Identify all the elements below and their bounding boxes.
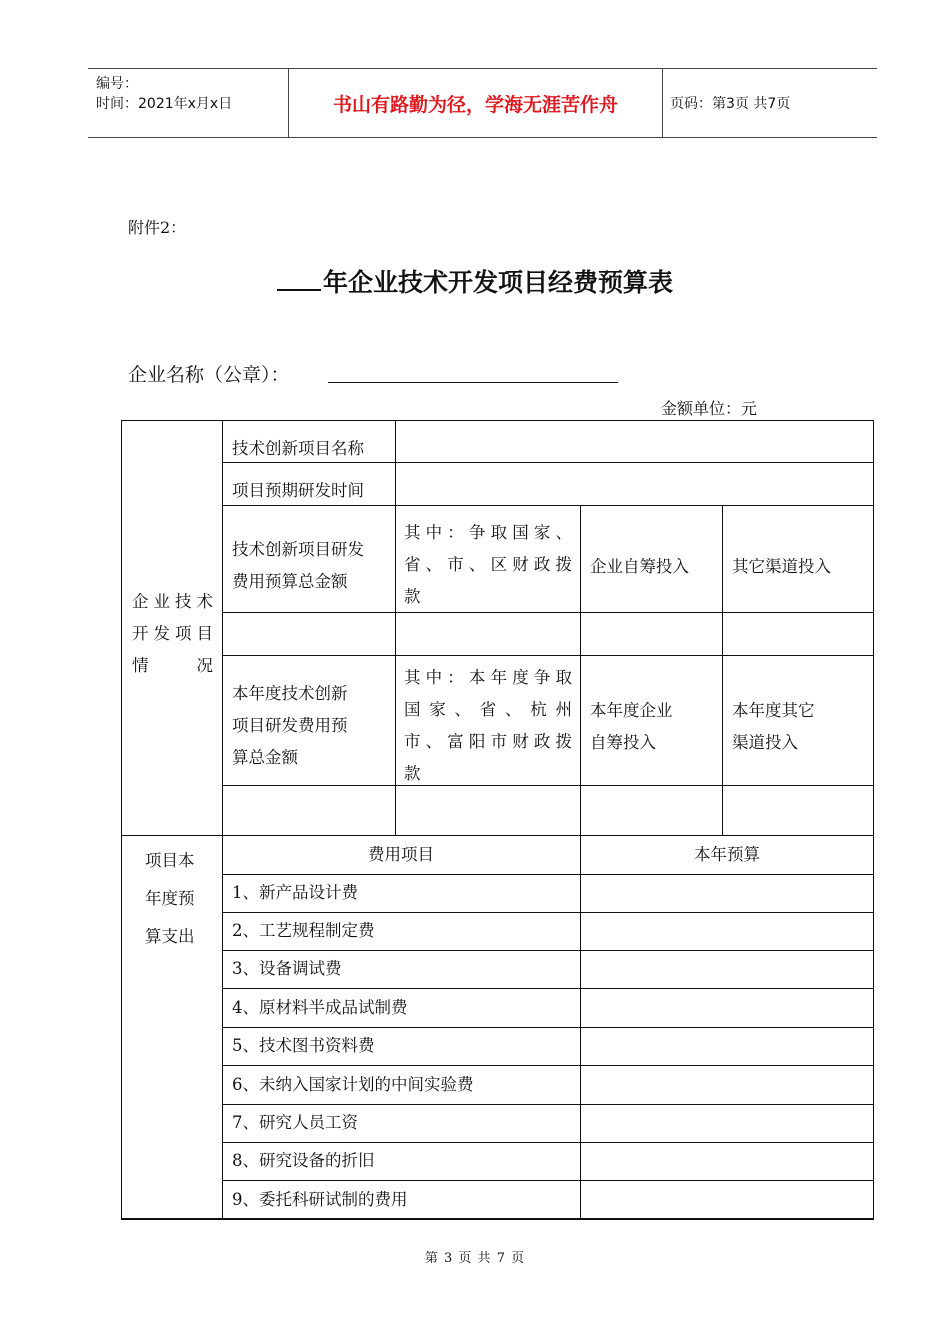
expense-item-1: 1、新产品设计费 bbox=[232, 883, 358, 902]
other-channel-label: 其它渠道投入 bbox=[732, 557, 831, 576]
budget-value-4[interactable] bbox=[581, 989, 873, 1027]
expense-item-6: 6、未纳入国家计划的中间实验费 bbox=[232, 1075, 474, 1094]
year-gov-funding-label: 其中：本年度争取 国家、省、杭州 市、富阳市财政拨 款 bbox=[404, 668, 572, 783]
budget-value-1[interactable] bbox=[581, 875, 873, 912]
header-page-info: 页码：第3页 共7页 bbox=[670, 96, 791, 112]
number-label: 编号： bbox=[96, 76, 138, 92]
col-annual-budget: 本年预算 bbox=[694, 845, 760, 864]
year-other-channel-value[interactable] bbox=[723, 786, 873, 835]
budget-value-5[interactable] bbox=[581, 1028, 873, 1065]
header-motto: 书山有路勤为径，学海无涯苦作舟 bbox=[288, 69, 663, 137]
project-period-label: 项目预期研发时间 bbox=[232, 481, 364, 500]
expense-item-5: 5、技术图书资料费 bbox=[232, 1036, 375, 1055]
year-gov-funding-value[interactable] bbox=[396, 786, 580, 835]
amount-unit: 金额单位：元 bbox=[661, 399, 758, 418]
year-blank bbox=[277, 263, 321, 291]
expense-item-4: 4、原材料半成品试制费 bbox=[232, 998, 408, 1017]
expense-item-2: 2、工艺规程制定费 bbox=[232, 921, 375, 940]
title-text: 年企业技术开发项目经费预算表 bbox=[322, 268, 673, 297]
col-expense-item: 费用项目 bbox=[368, 845, 434, 864]
project-name-value[interactable] bbox=[396, 421, 873, 462]
page-title bbox=[0, 263, 950, 299]
company-label: 企业名称（公章）： bbox=[128, 364, 290, 386]
project-name-label: 技术创新项目名称 bbox=[232, 439, 364, 458]
budget-value-7[interactable] bbox=[581, 1105, 873, 1142]
time-label: 时间：2021年x月x日 bbox=[96, 96, 233, 112]
total-budget-label: 技术创新项目研发 费用预算总金额 bbox=[232, 540, 364, 591]
year-total-value[interactable] bbox=[223, 786, 395, 835]
year-total-label: 本年度技术创新 项目研发费用预 算总金额 bbox=[232, 684, 348, 767]
other-channel-value[interactable] bbox=[723, 613, 873, 655]
budget-value-3[interactable] bbox=[581, 951, 873, 988]
self-funding-label: 企业自筹投入 bbox=[590, 557, 689, 576]
budget-value-2[interactable] bbox=[581, 913, 873, 950]
page-footer: 第 3 页 共 7 页 bbox=[424, 1251, 526, 1266]
self-funding-value[interactable] bbox=[581, 613, 722, 655]
company-row bbox=[128, 360, 290, 387]
company-name-blank[interactable] bbox=[328, 382, 618, 383]
page-header bbox=[88, 68, 877, 138]
header-meta bbox=[88, 69, 288, 137]
gov-funding-value[interactable] bbox=[396, 613, 580, 655]
expense-item-7: 7、研究人员工资 bbox=[232, 1113, 358, 1132]
year-self-funding-label: 本年度企业 自筹投入 bbox=[590, 701, 673, 752]
budget-value-9[interactable] bbox=[581, 1181, 873, 1218]
year-self-funding-value[interactable] bbox=[581, 786, 722, 835]
section1-side-label: 企业技术 开发项目 情 况 bbox=[132, 592, 213, 675]
expense-item-9: 9、委托科研试制的费用 bbox=[232, 1190, 408, 1209]
section2-side-label: 项目本 年度预 算支出 bbox=[145, 851, 195, 946]
budget-value-8[interactable] bbox=[581, 1143, 873, 1180]
expense-item-3: 3、设备调试费 bbox=[232, 959, 342, 978]
year-other-channel-label: 本年度其它 渠道投入 bbox=[732, 701, 815, 752]
gov-funding-label: 其中：争取国家、 省、市、区财政拨 款 bbox=[404, 523, 572, 606]
attachment-label: 附件2： bbox=[128, 218, 187, 237]
project-period-value[interactable] bbox=[396, 463, 873, 505]
budget-value-6[interactable] bbox=[581, 1066, 873, 1104]
total-budget-value[interactable] bbox=[223, 613, 395, 655]
expense-item-8: 8、研究设备的折旧 bbox=[232, 1151, 375, 1170]
